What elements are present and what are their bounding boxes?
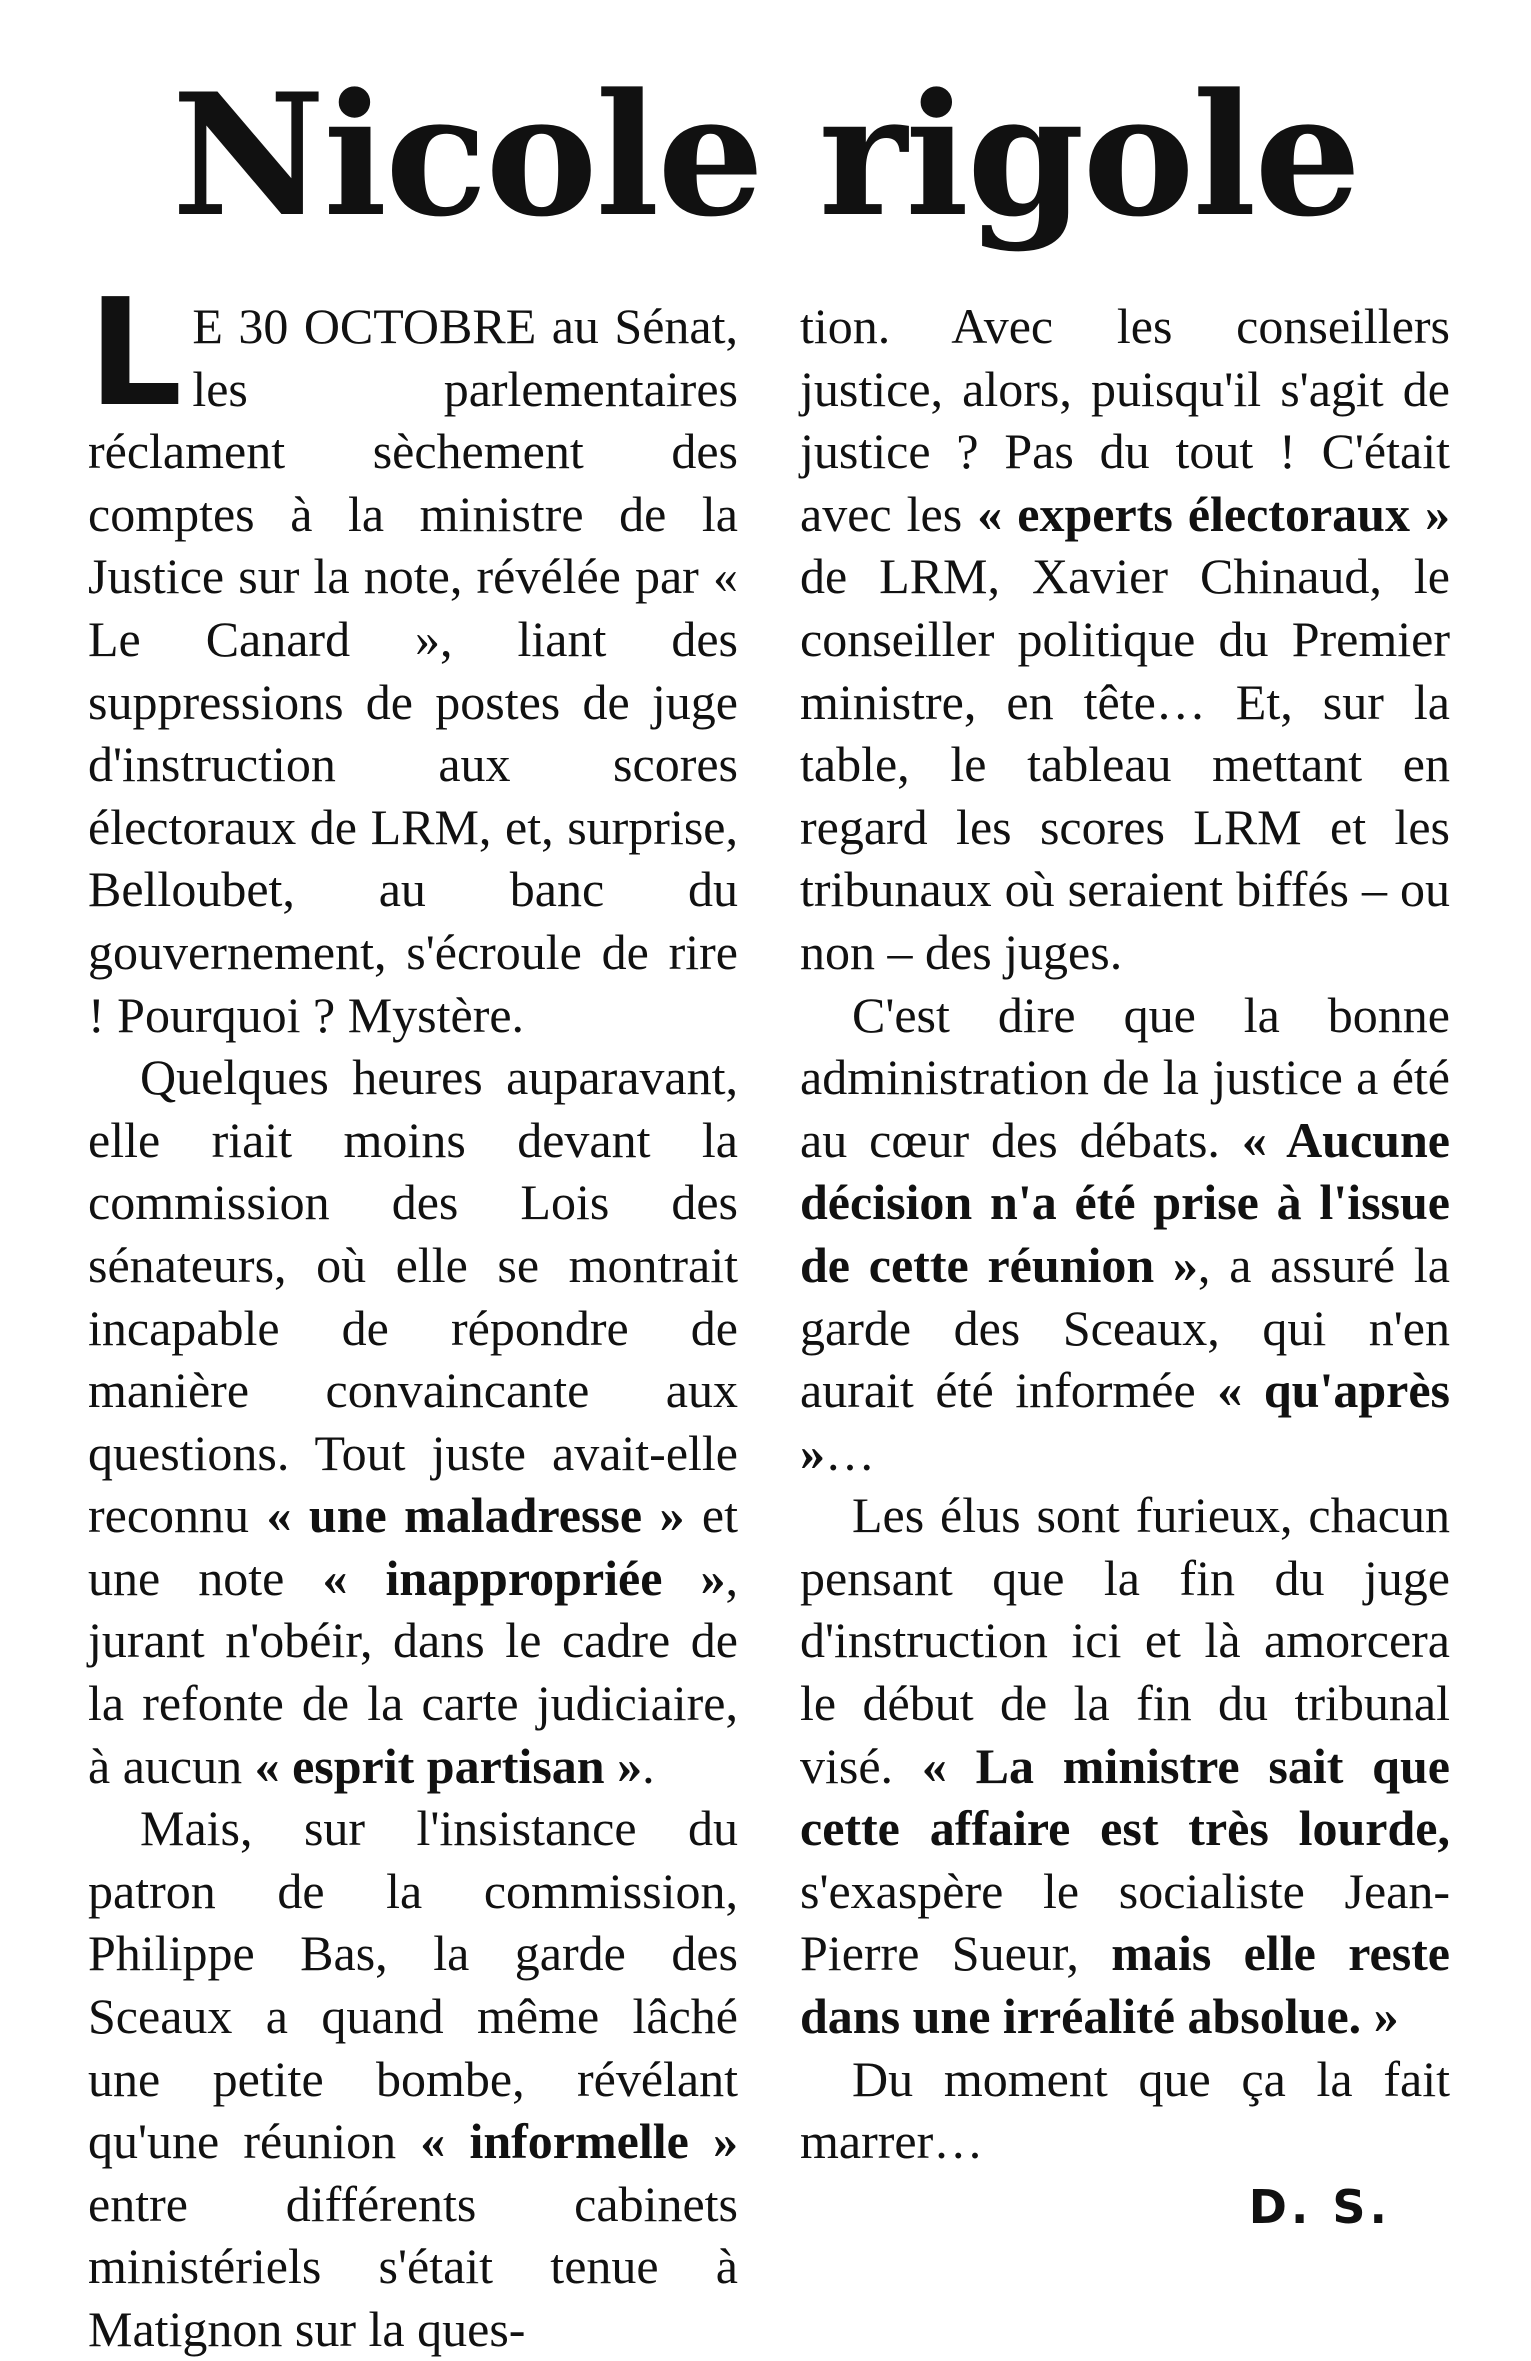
paragraph-4 (800, 984, 1450, 1485)
quote-une-maladresse: « une maladresse » (266, 1487, 685, 1544)
paragraph-1-text: E 30 OCTOBRE au Sénat, les parlementaires réclament sèchement des comptes à la ministre de la Justice sur la note, révélée par « Le Canard », liant des suppressions de postes de juge d'instruction aux scores électoraux de LRM, et, surprise, Belloubet, au banc du gouvernement, s'écroule de rire ! Pourquoi ? Mystère. (88, 298, 738, 1043)
p3-text-c: entre différents cabinets ministériels s'était tenue à Matignon sur la ques- (88, 2175, 738, 2357)
p3-cont-text-c: de LRM, Xavier Chinaud, le conseiller politique du Premier ministre, en tête… Et, sur la table, le tableau mettant en regard les scores LRM et les tribunaux où seraient biffés – ou non – des juges. (800, 548, 1450, 980)
headline: Nicole rigole (171, 56, 1360, 254)
p5-text-c: s'exaspère le socialiste Jean-Pierre Sueur, (800, 1862, 1450, 1982)
p5-text-a: Les élus sont furieux, chacun pensant que la fin du juge d'instruction ici et là amorcera le début de la fin du tribunal visé. (800, 1487, 1450, 1794)
p4-text-e: … (825, 1424, 875, 1481)
paragraph-5 (800, 1484, 1450, 2047)
drop-cap: L (88, 267, 183, 439)
quote-informelle: « informelle » (420, 2113, 738, 2170)
paragraph-1 (88, 267, 738, 1046)
p4-text-a: C'est dire que la bonne administration de la justice a été au cœur des débats. (800, 986, 1450, 1168)
p2-text-g: . (642, 1737, 655, 1794)
p2-text-a: Quelques heures auparavant, elle riait moins devant la commission des Lois des sénateurs, où elle se montrait incapable de répondre de manière convaincante aux questions. Tout juste avait-elle reconnu (88, 1049, 738, 1544)
quote-irrealite-absolue: mais elle reste dans une irréalité absolue. » (800, 1925, 1450, 2045)
left-column (88, 267, 738, 2361)
p2-text-e: , jurant n'obéir, dans le cadre de la refonte de la carte judiciaire, à aucun (88, 1549, 738, 1794)
quote-inappropriee: « inappropriée » (322, 1549, 726, 1606)
p3-text-a: Mais, sur l'insistance du patron de la commission, Philippe Bas, la garde des Sceaux a quand même lâché une petite bombe, révélant qu'une réunion (88, 1800, 738, 2170)
quote-la-ministre-sait: « La ministre sait que cette affaire est très lourde, (800, 1737, 1450, 1857)
paragraph-3-continued (800, 295, 1450, 984)
paragraph-6: Du moment que ça la fait marrer… (800, 2050, 1450, 2170)
quote-experts-electoraux: « experts électoraux » (977, 485, 1450, 542)
author-signature: D. S. (1248, 2180, 1391, 2234)
paragraph-2 (88, 1046, 738, 1797)
paragraph-3 (88, 1797, 738, 2360)
p3-cont-text-a: tion. Avec les conseillers justice, alors, puisqu'il s'agit de justice ? Pas du tout ! C'était avec les (800, 298, 1450, 542)
p2-text-c: et une note (88, 1487, 738, 1606)
right-column (800, 295, 1450, 2173)
quote-qu-apres: « qu'après » (800, 1362, 1450, 1481)
quote-aucune-decision: « Aucune décision n'a été prise à l'issue de cette réunion » (800, 1111, 1450, 1293)
p4-text-c: , a assuré la garde des Sceaux, qui n'en aurait été informée (800, 1236, 1450, 1419)
quote-esprit-partisan: « esprit partisan » (254, 1737, 643, 1794)
